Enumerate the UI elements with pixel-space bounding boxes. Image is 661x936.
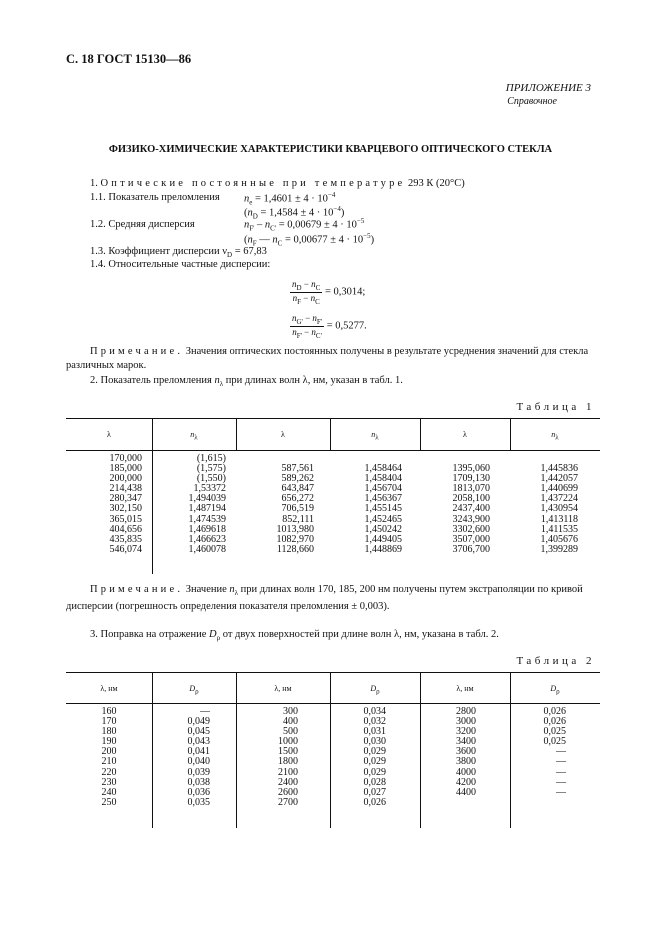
item-1-1-value1: $n_e = 1,4601 \pm 4 \cdot 10^{-4}$ [244,191,336,207]
table-cell: 3243,900 [452,513,490,525]
item-1-3-label: 1.3. Коэффициент дисперсии ν [90,246,227,257]
table-cell: 643,847 [281,483,314,495]
table-2-caption: Таблица 2 [516,655,595,667]
table-cell: 0,038 [187,776,210,788]
section-2-text-b: при длинах волн λ, нм, указан в табл. 1. [223,375,403,386]
header-symbol: n [190,430,195,439]
table-cell: 3000 [456,716,476,728]
table-cell: 1,405676 [540,533,578,545]
table-cell: 250 [101,796,117,808]
table-cell: 1,448869 [364,543,402,555]
table-cell: 1,413118 [540,513,578,525]
table-cell: 1,399289 [540,543,578,555]
table-cell: 2058,100 [452,493,490,505]
table-1-header-n: $n_\lambda$ [190,430,198,442]
table-cell: 160 [101,706,117,717]
table-1-header-n: $n_\lambda$ [371,430,379,442]
table-cell: 0,025 [543,726,566,738]
exponent: −4 [333,205,341,213]
page-header: С. 18 ГОСТ 15130—86 [66,52,192,66]
table-cell: 706,519 [281,503,314,515]
table-cell: 1,458464 [364,463,402,475]
table-cell: 852,111 [282,513,314,525]
table-cell [510,798,566,808]
table-2-col-d3 [510,707,566,808]
appendix-label: ПРИЛОЖЕНИЕ 3 [505,82,591,94]
section-3-text: 3. Поправка на отражение [90,629,209,640]
table-cell: — [200,706,210,717]
header-symbol: D [189,684,196,693]
table-cell: 400 [283,716,298,728]
table-2-header-lambda: λ, нм [274,684,292,693]
table-cell: 3507,000 [452,533,490,545]
section-2-text: 2. Показатель преломления [90,375,215,386]
table-cell: 1,466623 [188,533,226,545]
ratio-2 [290,313,367,340]
table-cell [420,798,476,808]
table-cell: — [556,756,566,768]
table-cell: 1,469618 [188,523,226,535]
section1-heading [90,178,465,189]
ratio-2-value: = 0,5277. [326,320,367,332]
table-cell: 0,049 [187,716,210,728]
table-cell: — [556,776,566,788]
note-text-b: при длинах волн 170, 185, 200 нм получены путем экстраполяции по кривой дисперсии (погрешность определения показателя преломления ± 0,003). [66,584,583,613]
table-1-header-n: $n_\lambda$ [551,430,559,442]
table-cell: 0,026 [363,796,386,808]
table-cell: 435,835 [109,533,142,545]
ratio-1-value: = 0,3014; [324,286,366,298]
table-cell: 0,041 [187,746,210,758]
table-2-header-d: $D_\rho$ [189,684,199,696]
table-cell: — [556,746,566,758]
table-cell: 0,027 [363,786,386,798]
table-cell: 3200 [456,726,476,738]
heading-temperature: 293 К (20°С) [408,178,465,189]
item-1-2-value2: ($n_F$ — $n_C = 0,00677 \pm 4 \cdot 10^{-5}$) [244,232,375,248]
table-cell: 1,487194 [188,503,226,515]
header-symbol: D [370,684,377,693]
note-text-a: Значение [183,584,230,595]
table-cell: 1,452465 [364,513,402,525]
table-cell: 0,031 [363,726,386,738]
fraction: $\frac{n_D - n_C}{n_F - n_C}$ [292,279,321,306]
table-cell: 214,438 [109,483,142,495]
table-cell: 3800 [456,756,476,768]
table-cell: 1082,970 [276,533,314,545]
table-1-header-lambda: λ [463,430,467,439]
table-cell: 500 [283,726,298,738]
table-cell: 0,036 [187,786,210,798]
section-3: 3. Поправка на отражение $D_\rho$ от двух поверхностей при длине волн λ, нм, указана в табл. 2. [90,629,499,643]
table-2-header-d: $D_\rho$ [370,684,380,696]
table-cell: 170,000 [109,453,142,464]
table-1-col-n1 [152,454,226,555]
table-cell: 0,032 [363,716,386,728]
note-2: Примечание. Значение $n_\lambda$ при длинах волн 170, 185, 200 нм получены путем экстраполяции по кривой дисперсии (погрешность определения показателя преломления ± 0,003). [66,584,583,613]
table-cell: — [556,766,566,778]
table-2-col-lambda2 [236,707,298,808]
table-1-col-lambda2 [236,454,314,555]
value-text: = 0,00679 ± 4 · 10 [278,219,357,231]
table-cell: 1,456367 [364,493,402,505]
appendix-note: Справочное [507,96,557,107]
table-2-col-lambda1 [66,707,152,808]
item-1-2-label: 1.2. Средняя дисперсия [90,219,195,230]
table-1-header-lambda: λ [107,430,111,439]
table-cell: 185,000 [109,463,142,475]
table-cell: 2700 [278,796,298,808]
table-2-col-lambda3 [420,707,476,808]
table-cell: 0,039 [187,766,210,778]
table-cell: 2800 [456,706,476,717]
table-cell: 3706,700 [452,543,490,555]
table-cell: 1395,060 [452,463,490,475]
table-cell: 1128,660 [276,543,314,555]
table-1-header-lambda: λ [281,430,285,439]
table-cell: 1,445836 [540,463,578,475]
table-cell: 0,040 [187,756,210,768]
table-2-header-lambda: λ, нм [456,684,474,693]
table-cell: 3600 [456,746,476,758]
table-cell: 0,029 [363,756,386,768]
table-cell: 1,430954 [540,503,578,515]
table-2-header-lambda: λ, нм [100,684,118,693]
table-cell: 230 [101,776,117,788]
item-1-1 [90,192,220,203]
table-2-header-d: $D_\rho$ [550,684,560,696]
table-cell: (1,550) [196,473,226,485]
table-cell: 0,025 [543,736,566,748]
table-cell: 280,347 [109,493,142,505]
fraction: $\frac{n_{G'} - n_{F'}}{n_{F'} - n_{C'}}$ [292,313,323,340]
table-cell: 1,442057 [540,473,578,485]
table-cell: 0,026 [543,706,566,717]
table-1-col-lambda3 [420,454,490,555]
table-cell: 0,035 [187,796,210,808]
document-title: ФИЗИКО-ХИМИЧЕСКИЕ ХАРАКТЕРИСТИКИ КВАРЦЕВОГО ОПТИЧЕСКОГО СТЕКЛА [108,144,553,155]
heading-number: 1. [90,178,98,189]
note-label: Примечание. [90,346,184,357]
table-cell: 1,53372 [193,483,226,495]
table-cell: 2437,400 [452,503,490,515]
table-cell: 1800 [278,756,298,768]
table-cell: 1,449405 [364,533,402,545]
table-cell: 1709,130 [452,473,490,485]
table-cell: 4400 [456,786,476,798]
table-cell: 4200 [456,776,476,788]
item-1-3-value: = 67,83 [232,246,267,257]
header-symbol: D [550,684,557,693]
table-cell: 220 [101,766,117,778]
table-cell: 1813,070 [452,483,490,495]
table-cell: 1,456704 [364,483,402,495]
table-cell: 4000 [456,766,476,778]
table-1-col-n3 [510,454,578,555]
table-cell: 1,474539 [188,513,226,525]
table-cell: 1,494039 [188,493,226,505]
header-symbol: n [551,430,556,439]
item-1-4: 1.4. Относительные частные дисперсии: [90,259,271,270]
exponent: −5 [363,232,371,240]
table-cell: 3302,600 [452,523,490,535]
table-cell: 0,034 [363,706,386,717]
table-cell: 656,272 [281,493,314,505]
table-cell: — [556,786,566,798]
table-1-caption: Таблица 1 [516,401,595,413]
table-cell: 1,411535 [540,523,578,535]
table-cell: 2100 [278,766,298,778]
note-1 [66,345,600,373]
table-cell: 0,029 [363,766,386,778]
table-cell: 1,455145 [364,503,402,515]
table-cell: 1,460078 [188,543,226,555]
table-cell: 240 [101,786,117,798]
table-cell: 1,458404 [364,473,402,485]
table-cell: 170 [101,716,117,728]
table-2-col-d2 [330,707,386,808]
table-cell: (1,615) [196,453,226,464]
item-1-2-value1: $n_{F'} - n_{C'} = 0,00679 \pm 4 \cdot 10^{-5}$ [244,217,365,233]
item-1-1-label: 1.1. Показатель преломления [90,192,220,203]
table-cell: 365,015 [109,513,142,525]
table-cell: 210 [101,756,117,768]
table-cell: 1,450242 [364,523,402,535]
section-2: 2. Показатель преломления $n_\lambda$ при длинах волн λ, нм, указан в табл. 1. [90,375,403,389]
table-cell: 0,028 [363,776,386,788]
table-cell: 0,030 [363,736,386,748]
table-cell: 1,437224 [540,493,578,505]
section-3-text-b: от двух поверхностей при длине волн λ, нм, указана в табл. 2. [220,629,499,640]
exponent: −4 [327,191,336,199]
header-symbol: n [371,430,376,439]
table-cell: 190 [101,736,117,748]
value-text: = 1,4584 ± 4 · 10 [260,207,334,219]
table-cell: 2400 [278,776,298,788]
table-cell: 180 [101,726,117,738]
table-cell: 1500 [278,746,298,758]
ratio-1 [290,279,365,306]
table-cell: 0,045 [187,726,210,738]
table-cell: 1,440699 [540,483,578,495]
table-cell: 302,150 [109,503,142,515]
table-cell: 546,074 [109,543,142,555]
table-cell: 2600 [278,786,298,798]
table-cell: 200,000 [109,473,142,485]
item-1-3: 1.3. Коэффициент дисперсии $\nu_D = 67,83$ [90,246,267,260]
table-cell: 3400 [456,736,476,748]
exponent: −5 [356,217,365,225]
table-cell: 589,262 [281,473,314,485]
heading-spaced: Оптические постоянные при температуре [100,178,406,189]
note-text: Значения оптических постоянных получены в результате усреднения значений для стекла различных марок. [66,346,589,371]
note-label: Примечание. [90,584,184,595]
table-cell: 1000 [278,736,298,748]
table-cell: 1013,980 [276,523,314,535]
table-cell: 404,656 [109,523,142,535]
table-cell: 300 [283,706,298,717]
table-cell: 0,029 [363,746,386,758]
table-cell: (1,575) [196,463,226,475]
table-cell: 0,026 [543,716,566,728]
item-1-1-value2: $(n_D = 1,4584 \pm 4 \cdot 10^{-4})$ [244,205,345,221]
table-2-col-d1 [152,707,210,808]
table-1-col-n2 [330,454,402,555]
value-text: = 1,4601 ± 4 · 10 [254,193,328,205]
table-1-col-lambda1 [66,454,142,555]
table-cell: 587,561 [281,463,314,475]
table-cell: 0,043 [187,736,210,748]
table-cell: 200 [101,746,117,758]
item-1-2 [90,219,195,230]
value-text: = 0,00677 ± 4 · 10 [284,234,364,246]
